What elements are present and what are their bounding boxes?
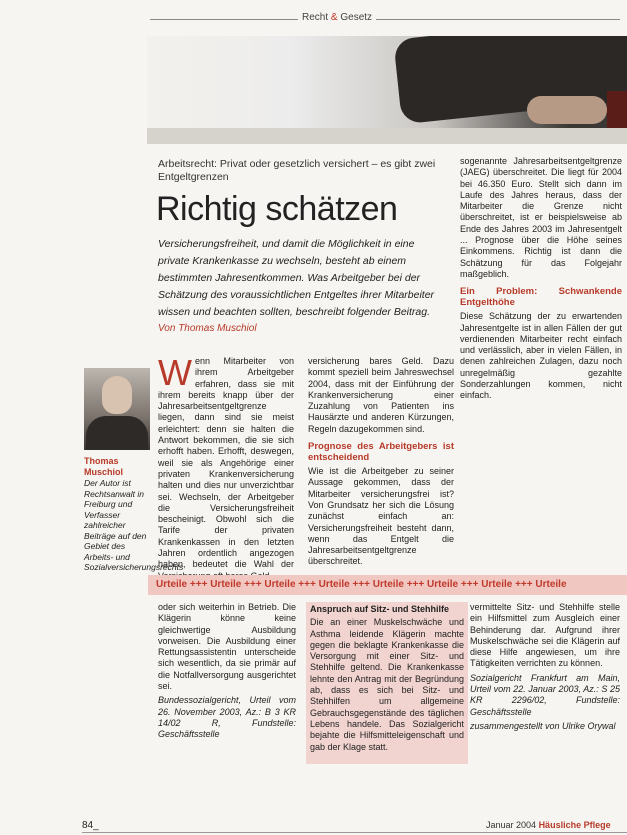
author-bio: Der Autor ist Rechtsanwalt in Freiburg und Verfasser zahlreicher Beiträge auf den Gebiet des Arbeits- und Sozialversicherungsrechts xyxy=(84,478,184,572)
photo-table xyxy=(147,128,627,144)
box-text: oder sich weiterhin in Betrieb. Die Klägerin könne keine gleichwertige Ausbildung vorweisen. Die Ausbildung einer Rettungsassistentin unterscheide sich wesentlich, da sie primär auf die Notfallversorgung ausgerichtet sei. xyxy=(158,602,296,692)
article-kicker: Arbeitsrecht: Privat oder gesetzlich versichert – es gibt zwei Entgeltgrenzen xyxy=(158,158,436,183)
body-text: enn Mitarbeiter von ihrem Arbeitgeber erfahren, dass sie mit ihrem bereits knapp über der Jahresarbeitsentgeltgrenze liegen, dann sind sie meist erleichtert: denn sie halten die Antwort bekommen, die sie sich erhofft haben. Erhofft, deswegen, weil sie als Angehörige einer privaten Krankenversicherung halten und dies nur unverzichtbar sei. Wechseln, der Arbeitgeber die Versicherungsfreiheit bescheinigt. Obwohl sich die Tarife der privaten Krankenkassen in den letzten Jahren ordentlich angezogen haben, bedeutet die Wahl der xyxy=(158,356,294,570)
magazine-title: Häusliche Pflege xyxy=(538,820,611,830)
author-suit xyxy=(86,416,148,450)
box-text: Die an einer Muskelschwäche und Asthma leidende Klägerin machte gegen die beklagte Krankenkasse die Versorgung mit einer Sitz- und Stehhilfe geltend. Die Krankenkasse lehnte den Antrag mit der Begründung ab, dass es sich bei Sitz- und Stehhilfen um allgemeine Gebrauchsgegenstände des täglichen Lebens handele. Das Sozialgericht bejahte die Hilfsmitteleigenschaft und gab der Klage statt. xyxy=(310,617,464,752)
footer-issue xyxy=(486,820,611,830)
case-citation: Bundessozialgericht, Urteil vom 26. November 2003, Az.: B 3 KR 14/02 R, Fundstelle: Geschäftsstelle xyxy=(158,695,296,740)
footer-rule xyxy=(82,832,627,833)
author-face xyxy=(102,376,132,414)
section-label-part: Gesetz xyxy=(337,12,373,23)
body-text: sogenannte Jahresarbeitsentgeltgrenze (JAEG) überschreitet. Die liegt für 2004 bei 46.350 Euro. Stellt sich dann im Laufe des Jahres heraus, dass der Mitarbeiter die Grenze nicht überschreitet, ist er beispielsweise ab Ende des Jahres 2003 im Jahresentgelt ... Prognose über die Höhe seines Einkommens. Richtig ist dann die Schätzung für das Folgejahr maßgeblich. xyxy=(460,156,622,279)
subheading: Ein Problem: Schwankende Entgelthöhe xyxy=(460,286,622,309)
author-photo xyxy=(84,368,150,450)
urteile-banner: Urteile +++ Urteile +++ Urteile +++ Urteile +++ Urteile +++ Urteile +++ Urteile +++ Urteile xyxy=(148,575,627,595)
issue-date: Januar 2004 xyxy=(486,820,537,830)
urteile-column-1 xyxy=(158,602,296,744)
urteile-column-3 xyxy=(470,602,620,735)
body-text: versicherung bares Geld. Dazu kommt speziell beim Jahreswechsel 2004, dass mit der Einführung der Krankenversicherung einer Zuzahlung von Patienten ins Hausärzte und anderen Kürzungen, Regeln dazugekommen sind. xyxy=(308,356,454,434)
drop-cap: W xyxy=(158,352,192,393)
article-headline: Richtig schätzen xyxy=(156,190,398,228)
header-rule xyxy=(150,19,620,20)
section-label-part: Recht xyxy=(302,12,331,23)
hero-photo xyxy=(147,36,627,144)
photo-hand xyxy=(527,96,607,124)
article-byline: Von Thomas Muschiol xyxy=(158,323,257,334)
box-text: vermittelte Sitz- und Stehhilfe stelle ein Hilfsmittel zum Ausgleich einer Behinderung dar. Aufgrund ihrer Muskelschwäche sei die Klägerin auf diese Hilfe angewiesen, um ihre Tätigkeiten verrichten zu können. xyxy=(470,602,620,669)
article-lead: Versicherungsfreiheit, und damit die Möglichkeit in eine private Krankenkasse zu wechseln, besteht ab einem bestimmten Jahresentkommen. Was Arbeitgeber bei der Schätzung des voraussichtlichen Entgeltes ihrer Mitarbeiter wissen und beachten sollten, beschreibt folgender Beitrag. xyxy=(158,238,435,318)
section-label-amp: & xyxy=(330,12,338,23)
body-text: Wie ist die Arbeitgeber zu seiner Aussage gekommen, dass der Mitarbeiter versicherungsfrei ist? Von Grundsatz her sich die Lösung zunächst einfach an: Versicherungsfreiheit besteht dann, wenn das Entgelt die Jahresarbeitsentgeltgrenze überschreitet. xyxy=(308,466,454,567)
case-citation: Sozialgericht Frankfurt am Main, Urteil vom 22. Januar 2003, Az.: S 25 KR 2296/02, Fundstelle: Geschäftsstelle xyxy=(470,672,620,717)
section-label xyxy=(298,12,376,23)
page-number: 84_ xyxy=(82,820,99,831)
compiler-credit: zusammengestellt von Ulrike Orywal xyxy=(470,720,616,731)
urteile-column-2 xyxy=(306,602,468,764)
box-heading: Anspruch auf Sitz- und Stehhilfe xyxy=(310,604,449,614)
subheading: Prognose des Arbeitgebers ist entscheidend xyxy=(308,441,454,464)
body-text: Diese Schätzung der zu erwartenden Jahresentgelte ist in allen Fällen der gut verdienenden Mitarbeiter recht einfach und verlässlich, aber in vielen Fällen, in denen zahlreichen Zulagen, dazu noch unregelmäßig gezahlte Sonderzahlungen kommen, nicht einfach. xyxy=(460,311,622,401)
body-column-1 xyxy=(158,352,294,582)
author-name: Thomas Muschiol xyxy=(84,456,124,477)
body-column-3 xyxy=(460,156,622,405)
body-column-2 xyxy=(308,356,454,571)
